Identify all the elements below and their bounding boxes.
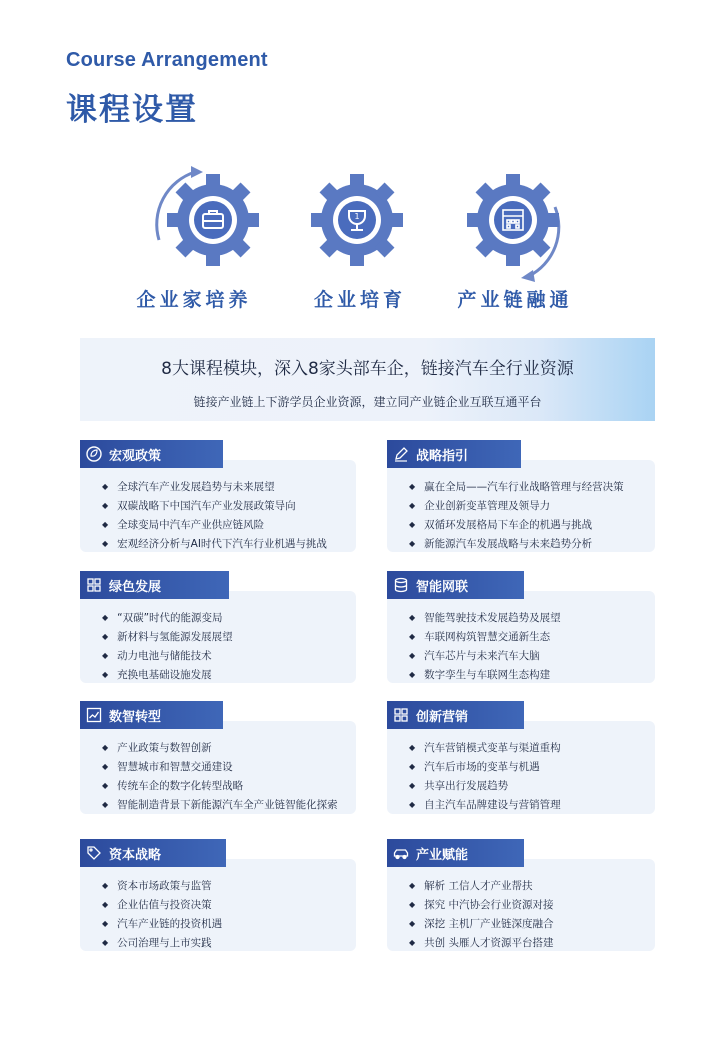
list-item: ◆ 智慧城市和智慧交通建设 (102, 758, 338, 777)
module-title: 资本战略 (109, 847, 162, 863)
module-title: 数智转型 (109, 709, 162, 725)
list-item: ◆ 新材料与氢能源发展展望 (102, 628, 233, 647)
pillar-gear-3 (437, 162, 587, 292)
module-header (80, 440, 223, 468)
car-icon (393, 845, 409, 861)
pillar-gear-1 (137, 162, 287, 292)
chart-icon (86, 707, 102, 723)
grid-icon (86, 577, 102, 593)
list-item: ◆ 智能制造背景下新能源汽车全产业链智能化探索 (102, 796, 338, 815)
module-card-intelligent-connected (387, 579, 655, 683)
list-item: ◆ 产业政策与数智创新 (102, 739, 338, 758)
list-item: ◆ 汽车产业链的投资机遇 (102, 915, 222, 934)
pillar-label-1: 企业家培养 (136, 289, 252, 311)
list-item: ◆ 共创 头雁人才资源平台搭建 (409, 934, 554, 953)
list-item: ◆ 数字孪生与车联网生态构建 (409, 666, 561, 685)
module-title: 创新营销 (416, 709, 469, 725)
pillar-gear-2 (287, 162, 437, 292)
module-title: 绿色发展 (109, 579, 162, 595)
list-item: ◆ 赢在全局——汽车行业战略管理与经营决策 (409, 478, 624, 497)
list-item: ◆ 解析 工信人才产业帮扶 (409, 877, 554, 896)
module-list (102, 609, 233, 685)
list-item: ◆ 汽车营销模式变革与渠道重构 (409, 739, 561, 758)
list-item: ◆ 双碳战略下中国汽车产业发展政策导向 (102, 497, 327, 516)
pen-icon (393, 446, 409, 462)
module-list (102, 739, 338, 815)
pillar-label-2: 企业培育 (313, 289, 406, 311)
leaf-icon (86, 446, 102, 462)
banner-sub-text: 链接产业链上下游学员企业资源，建立同产业链企业互联互通平台 (193, 395, 542, 409)
list-item: ◆ 双循环发展格局下车企的机遇与挑战 (409, 516, 624, 535)
summary-banner (80, 338, 655, 421)
svg-text:1: 1 (354, 212, 360, 221)
module-title: 产业赋能 (416, 847, 469, 863)
list-item: ◆ 深挖 主机厂产业链深度融合 (409, 915, 554, 934)
module-card-strategy (387, 448, 655, 552)
list-item: ◆ 宏观经济分析与AI时代下汽车行业机遇与挑战 (102, 535, 327, 554)
list-item: ◆ 全球变局中汽车产业供应链风险 (102, 516, 327, 535)
section-en-title: Course Arrangement (66, 49, 268, 71)
list-item: ◆ 智能驾驶技术发展趋势及展望 (409, 609, 561, 628)
pillar-label-3: 产业链融通 (457, 289, 573, 311)
grid-icon (393, 707, 409, 723)
module-card-capital-strategy (80, 847, 356, 951)
module-header (387, 701, 524, 729)
list-item: ◆ 企业估值与投资决策 (102, 896, 222, 915)
module-list (409, 877, 554, 953)
list-item: ◆ 新能源汽车发展战略与未来趋势分析 (409, 535, 624, 554)
section-cn-title: 课程设置 (66, 92, 198, 128)
module-card-innovative-marketing (387, 709, 655, 814)
list-item: ◆ 充换电基础设施发展 (102, 666, 233, 685)
module-title: 宏观政策 (109, 448, 162, 464)
module-header (80, 839, 226, 867)
module-header (387, 571, 524, 599)
list-item: ◆ 全球汽车产业发展趋势与未来展望 (102, 478, 327, 497)
list-item: ◆ 共享出行发展趋势 (409, 777, 561, 796)
module-card-digital-transformation (80, 709, 356, 814)
module-list (409, 609, 561, 685)
module-list (102, 478, 327, 554)
database-icon (393, 577, 409, 593)
module-title: 战略指引 (416, 448, 469, 464)
module-header (80, 571, 229, 599)
module-list (102, 877, 222, 953)
tag-icon (86, 845, 102, 861)
list-item: ◆ 公司治理与上市实践 (102, 934, 222, 953)
list-item: ◆ 企业创新变革管理及领导力 (409, 497, 624, 516)
module-list (409, 739, 561, 815)
list-item: ◆ 汽车后市场的变革与机遇 (409, 758, 561, 777)
list-item: ◆ 汽车芯片与未来汽车大脑 (409, 647, 561, 666)
list-item: ◆ 传统车企的数字化转型战略 (102, 777, 338, 796)
module-card-green-development (80, 579, 356, 683)
module-header (80, 701, 223, 729)
module-card-industry-empowerment (387, 847, 655, 951)
list-item: ◆ “双碳”时代的能源变局 (102, 609, 233, 628)
module-header (387, 839, 524, 867)
list-item: ◆ 探究 中汽协会行业资源对接 (409, 896, 554, 915)
list-item: ◆ 车联网构筑智慧交通新生态 (409, 628, 561, 647)
module-list (409, 478, 624, 554)
module-header (387, 440, 521, 468)
list-item: ◆ 自主汽车品牌建设与营销管理 (409, 796, 561, 815)
banner-main-text: 8大课程模块，深入8家头部车企，链接汽车全行业资源 (161, 359, 574, 379)
module-card-macro-policy (80, 448, 356, 552)
module-title: 智能网联 (416, 579, 469, 595)
list-item: ◆ 动力电池与储能技术 (102, 647, 233, 666)
list-item: ◆ 资本市场政策与监管 (102, 877, 222, 896)
